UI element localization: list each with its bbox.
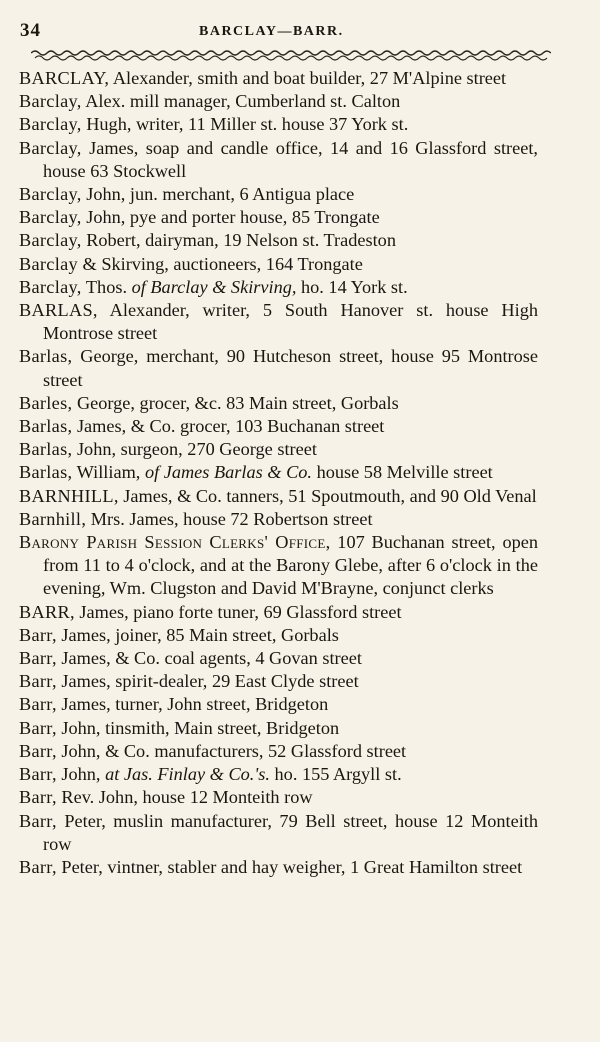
directory-entry xyxy=(19,810,538,856)
directory-entry xyxy=(19,299,538,345)
entry-surname: Barclay, xyxy=(19,137,82,158)
entry-surname: Barr, xyxy=(19,717,57,738)
directory-entry xyxy=(19,647,538,670)
entry-details: William, xyxy=(72,462,145,483)
directory-entry xyxy=(19,624,538,647)
directory-entry xyxy=(19,206,538,229)
entry-details: John, jun. merchant, 6 Antigua place xyxy=(81,184,355,205)
entry-surname: Barony Parish Session Clerks' Office, xyxy=(19,532,331,553)
directory-entry xyxy=(19,740,538,763)
entry-surname: BARR, xyxy=(19,601,75,622)
directory-entry xyxy=(19,856,538,879)
directory-entry xyxy=(19,438,538,461)
entry-details: Peter, muslin manufacturer, 79 Bell street, house 12 Monteith row xyxy=(43,810,538,854)
entry-surname: Barr, xyxy=(19,810,57,831)
directory-entry xyxy=(19,415,538,438)
entry-details: James, turner, John street, Bridgeton xyxy=(56,694,329,715)
directory-entry xyxy=(19,345,538,391)
entry-details: & Skirving, auctioneers, 164 Trongate xyxy=(77,253,363,274)
entry-surname: Barclay xyxy=(19,253,78,274)
entry-details: Mrs. James, house 72 Robertson street xyxy=(86,508,373,529)
decorative-rule xyxy=(31,48,551,64)
directory-entry xyxy=(19,90,538,113)
running-head: BARCLAY—BARR. xyxy=(199,24,344,39)
entry-surname: Barr, xyxy=(19,694,57,715)
entry-surname: Barlas, xyxy=(19,346,73,367)
entry-surname: Barnhill, xyxy=(19,508,87,529)
entry-details: James, & Co. coal agents, 4 Govan street xyxy=(56,648,362,669)
entry-surname: Barr, xyxy=(19,787,57,808)
entry-surname: Barclay, xyxy=(19,207,82,228)
entry-firm: at Jas. Finlay & Co.'s. xyxy=(105,764,270,785)
entry-firm: of James Barlas & Co. xyxy=(144,462,313,483)
directory-entry xyxy=(19,113,538,136)
entry-details: Alexander, smith and boat builder, 27 M'Alpine street xyxy=(109,68,507,88)
directory-entry xyxy=(19,670,538,693)
entry-details: John, & Co. manufacturers, 52 Glassford street xyxy=(56,740,407,761)
entry-details: John, xyxy=(56,764,106,785)
entry-surname: Barclay, xyxy=(19,114,82,135)
wavy-rule-icon xyxy=(31,48,551,64)
entry-surname: Barlas, xyxy=(19,439,73,460)
directory-entry xyxy=(19,461,538,484)
directory-entry xyxy=(19,508,538,531)
page-number: 34 xyxy=(20,20,41,41)
entry-details: George, merchant, 90 Hutcheson street, house 95 Montrose street xyxy=(43,346,538,390)
entry-details: James, soap and candle office, 14 and 16 Glassford street, house 63 Stockwell xyxy=(43,137,538,181)
entry-surname: Barclay, xyxy=(19,184,82,205)
entry-surname: Barclay, xyxy=(19,276,82,297)
directory-entry xyxy=(19,693,538,716)
directory-entry xyxy=(19,276,538,299)
entry-surname: Barles, xyxy=(19,392,73,413)
entry-details: John, tinsmith, Main street, Bridgeton xyxy=(56,717,340,738)
directory-entries xyxy=(19,67,538,879)
entry-surname: Barclay, xyxy=(19,91,82,112)
entry-surname: Barr, xyxy=(19,671,57,692)
entry-details: James, & Co. grocer, 103 Buchanan street xyxy=(72,416,385,437)
directory-entry xyxy=(19,786,538,809)
entry-surname: BARNHILL, xyxy=(19,485,119,506)
entry-details: Robert, dairyman, 19 Nelson st. Tradeston xyxy=(81,230,396,251)
directory-entry xyxy=(19,137,538,183)
entry-details: James, joiner, 85 Main street, Gorbals xyxy=(56,624,339,645)
entry-details: Thos. xyxy=(81,276,132,297)
entry-details: James, piano forte tuner, 69 Glassford street xyxy=(74,601,402,622)
entry-details: James, spirit-dealer, 29 East Clyde street xyxy=(56,671,359,692)
directory-entry xyxy=(19,485,538,508)
directory-entry xyxy=(19,253,538,276)
entry-details: Hugh, writer, 11 Miller st. house 37 York st. xyxy=(81,114,409,135)
entry-details: Alex. mill manager, Cumberland st. Calton xyxy=(81,91,401,112)
entry-surname: Barlas, xyxy=(19,462,73,483)
entry-details: James, & Co. tanners, 51 Spoutmouth, and 90 Old Venal xyxy=(118,485,537,506)
directory-entry xyxy=(19,392,538,415)
entry-surname: Barr, xyxy=(19,648,57,669)
entry-surname: BARLAS, xyxy=(19,300,98,321)
entry-details: John, pye and porter house, 85 Trongate xyxy=(81,207,380,228)
entry-surname: Barr, xyxy=(19,856,57,877)
directory-entry xyxy=(19,601,538,624)
entry-details: John, surgeon, 270 George street xyxy=(72,439,317,460)
directory-entry xyxy=(19,717,538,740)
entry-details: 107 Buchanan street, open from 11 to 4 o'clock, and at the Barony Glebe, after 6 o'clock in the evening, Wm. Clugston and David M'Brayne, conjunct clerks xyxy=(43,532,538,599)
entry-address: ho. 155 Argyll st. xyxy=(269,764,402,785)
entry-surname: Barr, xyxy=(19,764,57,785)
entry-details: George, grocer, &c. 83 Main street, Gorbals xyxy=(72,392,399,413)
entry-surname: Barr, xyxy=(19,624,57,645)
entry-details: Peter, vintner, stabler and hay weigher, 1 Great Hamilton street xyxy=(56,856,523,877)
page-header xyxy=(19,20,584,46)
entry-surname: BARCLAY, xyxy=(19,68,110,88)
directory-entry xyxy=(19,763,538,786)
directory-entry xyxy=(19,229,538,252)
directory-entry xyxy=(19,183,538,206)
entry-details: Rev. John, house 12 Monteith row xyxy=(56,787,313,808)
directory-entry xyxy=(19,67,538,90)
entry-details: Alexander, writer, 5 South Hanover st. house High Montrose street xyxy=(43,300,538,344)
entry-address: house 58 Melville street xyxy=(312,462,493,483)
entry-address: ho. 14 York st. xyxy=(296,276,408,297)
entry-surname: Barclay, xyxy=(19,230,82,251)
entry-surname: Barlas, xyxy=(19,416,73,437)
entry-surname: Barr, xyxy=(19,740,57,761)
entry-firm: of Barclay & Skirving, xyxy=(131,276,297,297)
directory-entry xyxy=(19,531,538,601)
